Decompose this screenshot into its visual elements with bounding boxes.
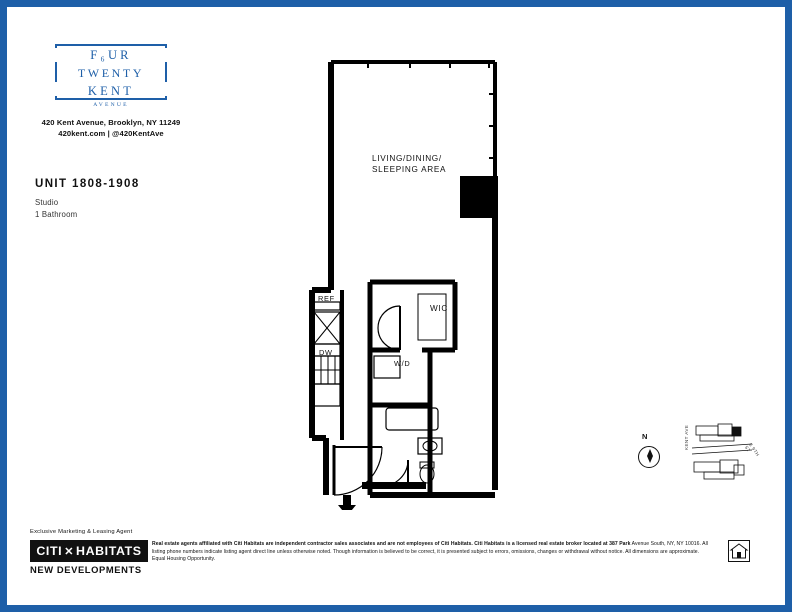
- wic-label: WIC: [430, 304, 449, 313]
- site-map-street-s9th: S 9TH ST: [743, 442, 761, 458]
- address-line-2: 420kent.com | @420KentAve: [58, 129, 164, 138]
- unit-type: Studio: [35, 198, 59, 207]
- floorplan-svg: [290, 50, 530, 510]
- compass-needle-north: [647, 449, 653, 456]
- disclaimer-bold-text: Real estate agents affiliated with Citi Habitats are independent contractor sales associates and are not employees of Citi Habitats. Citi Habitats is a licensed real estate broker located at 387 Park: [152, 541, 631, 547]
- site-key-map: [684, 420, 772, 490]
- compass-north-label: N: [642, 432, 648, 441]
- unit-title: UNIT 1808-1908: [35, 178, 140, 190]
- citi-text: CITI: [36, 544, 63, 558]
- citi-habitats-logo: [30, 540, 148, 576]
- logo-line-3: KENT: [87, 84, 135, 98]
- compass-needle-south: [647, 456, 653, 463]
- new-developments-label: NEW DEVELOPMENTS: [30, 564, 142, 575]
- refrigerator-label: REF: [318, 294, 335, 303]
- sleeping-area-label: SLEEPING AREA: [372, 165, 447, 174]
- unit-bathrooms: 1 Bathroom: [35, 210, 78, 219]
- washer-dryer-label: W/D: [394, 359, 411, 368]
- logo-subtitle: AVENUE: [93, 102, 129, 108]
- logo-line-1: F₆UR: [90, 48, 132, 62]
- floorplan-drawing: [290, 50, 530, 510]
- address-line-1: 420 Kent Avenue, Brooklyn, NY 11249: [41, 118, 181, 127]
- equal-housing-opportunity-icon: [728, 540, 750, 562]
- exclusive-agent-label: Exclusive Marketing & Leasing Agent: [30, 529, 133, 535]
- citi-habitats-x-icon: ✕: [64, 545, 75, 558]
- disclaimer-rest-text: Avenue South, NY, NY 10016. All listing phone numbers indicate listing agent direct line unless otherwise noted. Though information is believed to be correct, it is presented subject to errors, omissions, changes or withdrawal without notice. All dimensions are approximate. Equal Housing Opportunity.: [152, 541, 708, 563]
- address-block: [20, 117, 202, 139]
- citi-habitats-wordmark: [30, 540, 148, 562]
- dishwasher-label: DW: [319, 348, 333, 357]
- site-map-street-kent: KENT AVE: [684, 424, 689, 450]
- four-twenty-kent-logo: [55, 36, 167, 108]
- living-dining-sleeping-label: [372, 153, 446, 175]
- compass-rose: [636, 432, 678, 480]
- habitats-text: HABITATS: [76, 544, 142, 558]
- legal-disclaimer: [152, 541, 712, 564]
- living-dining-label: LIVING/DINING/: [372, 154, 442, 163]
- entry-arrow: [338, 495, 356, 510]
- logo-line-2: TWENTY: [77, 66, 145, 80]
